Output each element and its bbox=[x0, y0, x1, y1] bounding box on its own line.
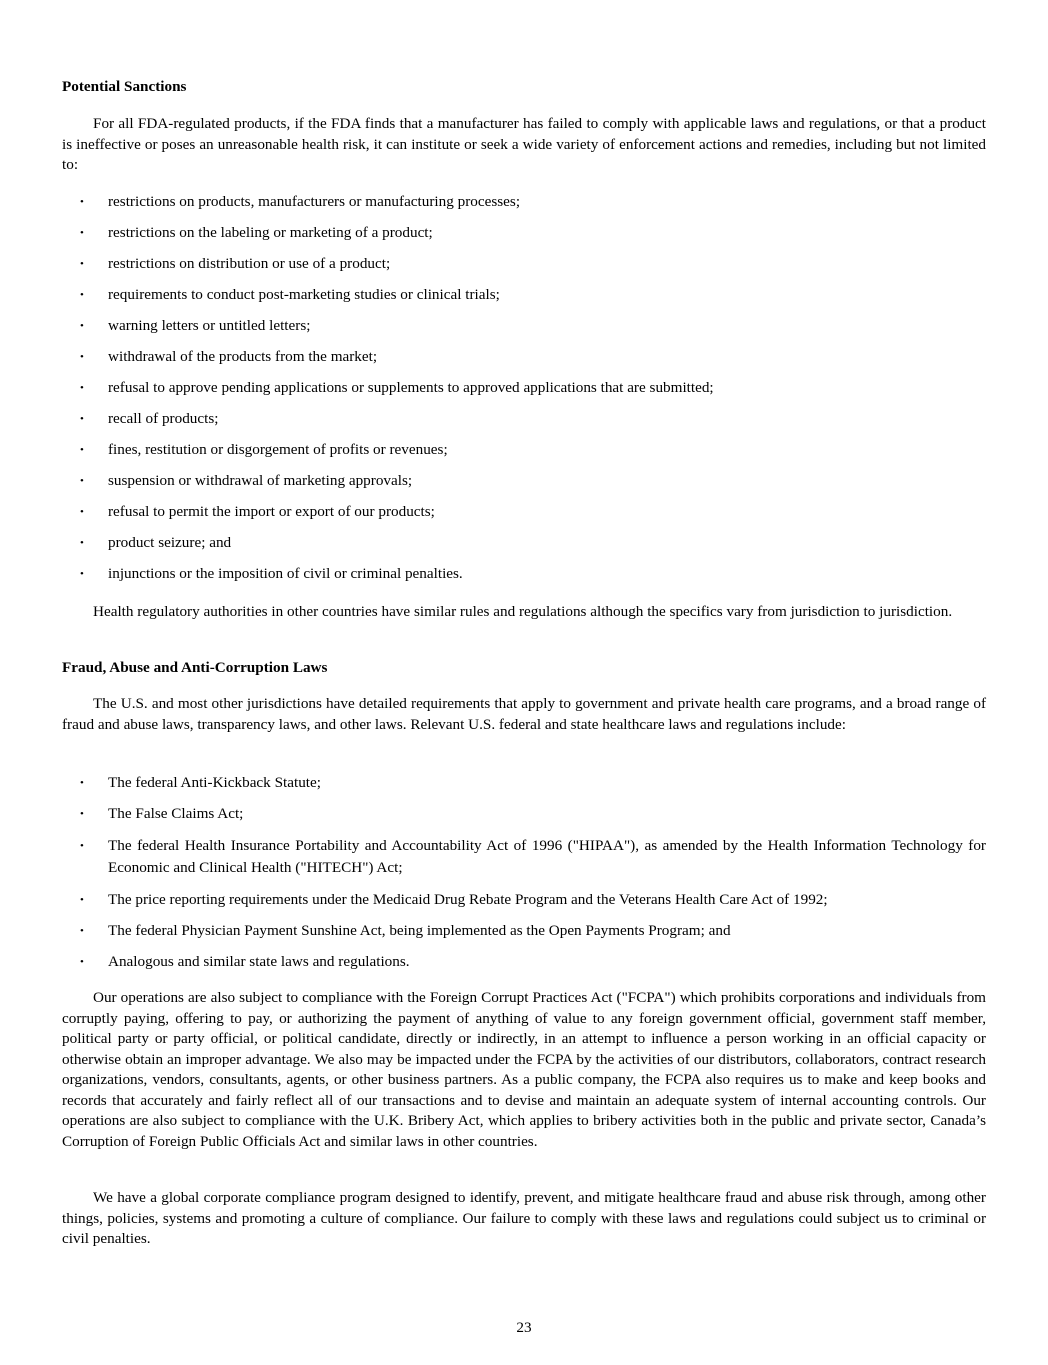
list-item: • refusal to approve pending applications or supplements to approved applications that are submitted; bbox=[62, 378, 986, 399]
bullet-icon: • bbox=[80, 413, 84, 425]
list-item: • refusal to permit the import or export of our products; bbox=[62, 502, 986, 523]
bullet-icon: • bbox=[80, 382, 84, 394]
list-item: • Analogous and similar state laws and regulations. bbox=[62, 952, 986, 973]
bullet-icon: • bbox=[80, 808, 84, 820]
bullet-icon: • bbox=[80, 537, 84, 549]
paragraph-fcpa: Our operations are also subject to compliance with the Foreign Corrupt Practices Act ("FCPA") which prohibits corporations and individuals from corruptly paying, offering to pay, or authorizing the payment of anything of value to any foreign government official, government staff member, political party or party official, or political candidate, directly or indirectly, in an attempt to influence a person working in an official capacity or otherwise obtain an improper advantage. We also may be impacted under the FCPA by the activities of our distributors, collaborators, contract research organizations, vendors, consultants, agents, or other business partners. As a public company, the FCPA also requires us to make and keep books and records that accurately and fairly reflect all of our transactions and to devise and maintain an adequate system of internal accounting controls. Our operations are also subject to compliance with the U.K. Bribery Act, which applies to bribery activities both in the public and private sector, Canada’s Corruption of Foreign Public Officials Act and similar laws in other countries. bbox=[62, 989, 986, 1150]
list-item: • withdrawal of the products from the market; bbox=[62, 347, 986, 368]
bullet-icon: • bbox=[80, 320, 84, 332]
list-item: • injunctions or the imposition of civil or criminal penalties. bbox=[62, 564, 986, 585]
list-item: • The False Claims Act; bbox=[62, 804, 986, 825]
sanctions-list bbox=[62, 192, 986, 585]
section-heading-potential-sanctions: Potential Sanctions bbox=[62, 78, 187, 95]
bullet-icon: • bbox=[80, 196, 84, 208]
bullet-icon: • bbox=[80, 924, 84, 937]
bullet-icon: • bbox=[80, 258, 84, 270]
page-number: 23 bbox=[516, 1319, 532, 1336]
list-item: • suspension or withdrawal of marketing approvals; bbox=[62, 471, 986, 492]
bullet-icon: • bbox=[80, 227, 84, 239]
list-item: • restrictions on products, manufacturers or manufacturing processes; bbox=[62, 192, 986, 213]
list-item: • The federal Physician Payment Sunshine Act, being implemented as the Open Payments Program; and bbox=[62, 921, 986, 942]
list-item: • fines, restitution or disgorgement of profits or revenues; bbox=[62, 440, 986, 461]
bullet-icon: • bbox=[80, 568, 84, 580]
bullet-icon: • bbox=[80, 289, 84, 301]
list-item: • The federal Anti-Kickback Statute; bbox=[62, 773, 986, 794]
list-item: • restrictions on distribution or use of a product; bbox=[62, 254, 986, 275]
bullet-icon: • bbox=[80, 893, 84, 906]
paragraph-fraud-intro: The U.S. and most other jurisdictions have detailed requirements that apply to government and private health care programs, and a broad range of fraud and abuse laws, transparency laws, and other laws. Relevant U.S. federal and state healthcare laws and regulations include: bbox=[62, 695, 986, 733]
paragraph-sanctions-intro: For all FDA-regulated products, if the FDA finds that a manufacturer has failed to comply with applicable laws and regulations, or that a product is ineffective or poses an unreasonable health risk, it can institute or seek a wide variety of enforcement actions and remedies, including but not limited to: bbox=[62, 115, 986, 173]
section-heading-fraud-abuse: Fraud, Abuse and Anti-Corruption Laws bbox=[62, 659, 328, 676]
bullet-icon: • bbox=[80, 955, 84, 968]
list-item: • requirements to conduct post-marketing studies or clinical trials; bbox=[62, 285, 986, 306]
list-item: • The price reporting requirements under the Medicaid Drug Rebate Program and the Veterans Health Care Act of 1992; bbox=[62, 890, 986, 911]
bullet-icon: • bbox=[80, 777, 84, 789]
bullet-icon: • bbox=[80, 506, 84, 518]
paragraph-sanctions-closing: Health regulatory authorities in other countries have similar rules and regulations although the specifics vary from jurisdiction to jurisdiction. bbox=[93, 603, 953, 620]
list-item: • recall of products; bbox=[62, 409, 986, 430]
list-item: • product seizure; and bbox=[62, 533, 986, 554]
list-item: • restrictions on the labeling or marketing of a product; bbox=[62, 223, 986, 244]
list-item: • warning letters or untitled letters; bbox=[62, 316, 986, 337]
paragraph-compliance-program: We have a global corporate compliance program designed to identify, prevent, and mitigate healthcare fraud and abuse risk through, among other things, policies, systems and promoting a culture of compliance. Our failure to comply with these laws and regulations could subject us to criminal or civil penalties. bbox=[62, 1189, 986, 1247]
list-item: • The federal Health Insurance Portability and Accountability Act of 1996 ("HIPAA"), as amended by the Health Information Technology for Economic and Clinical Health ("HITECH") Act; bbox=[80, 837, 986, 876]
bullet-icon: • bbox=[80, 840, 84, 852]
bullet-icon: • bbox=[80, 351, 84, 363]
healthcare-laws-list bbox=[62, 773, 986, 972]
bullet-icon: • bbox=[80, 475, 84, 487]
bullet-icon: • bbox=[80, 444, 84, 456]
